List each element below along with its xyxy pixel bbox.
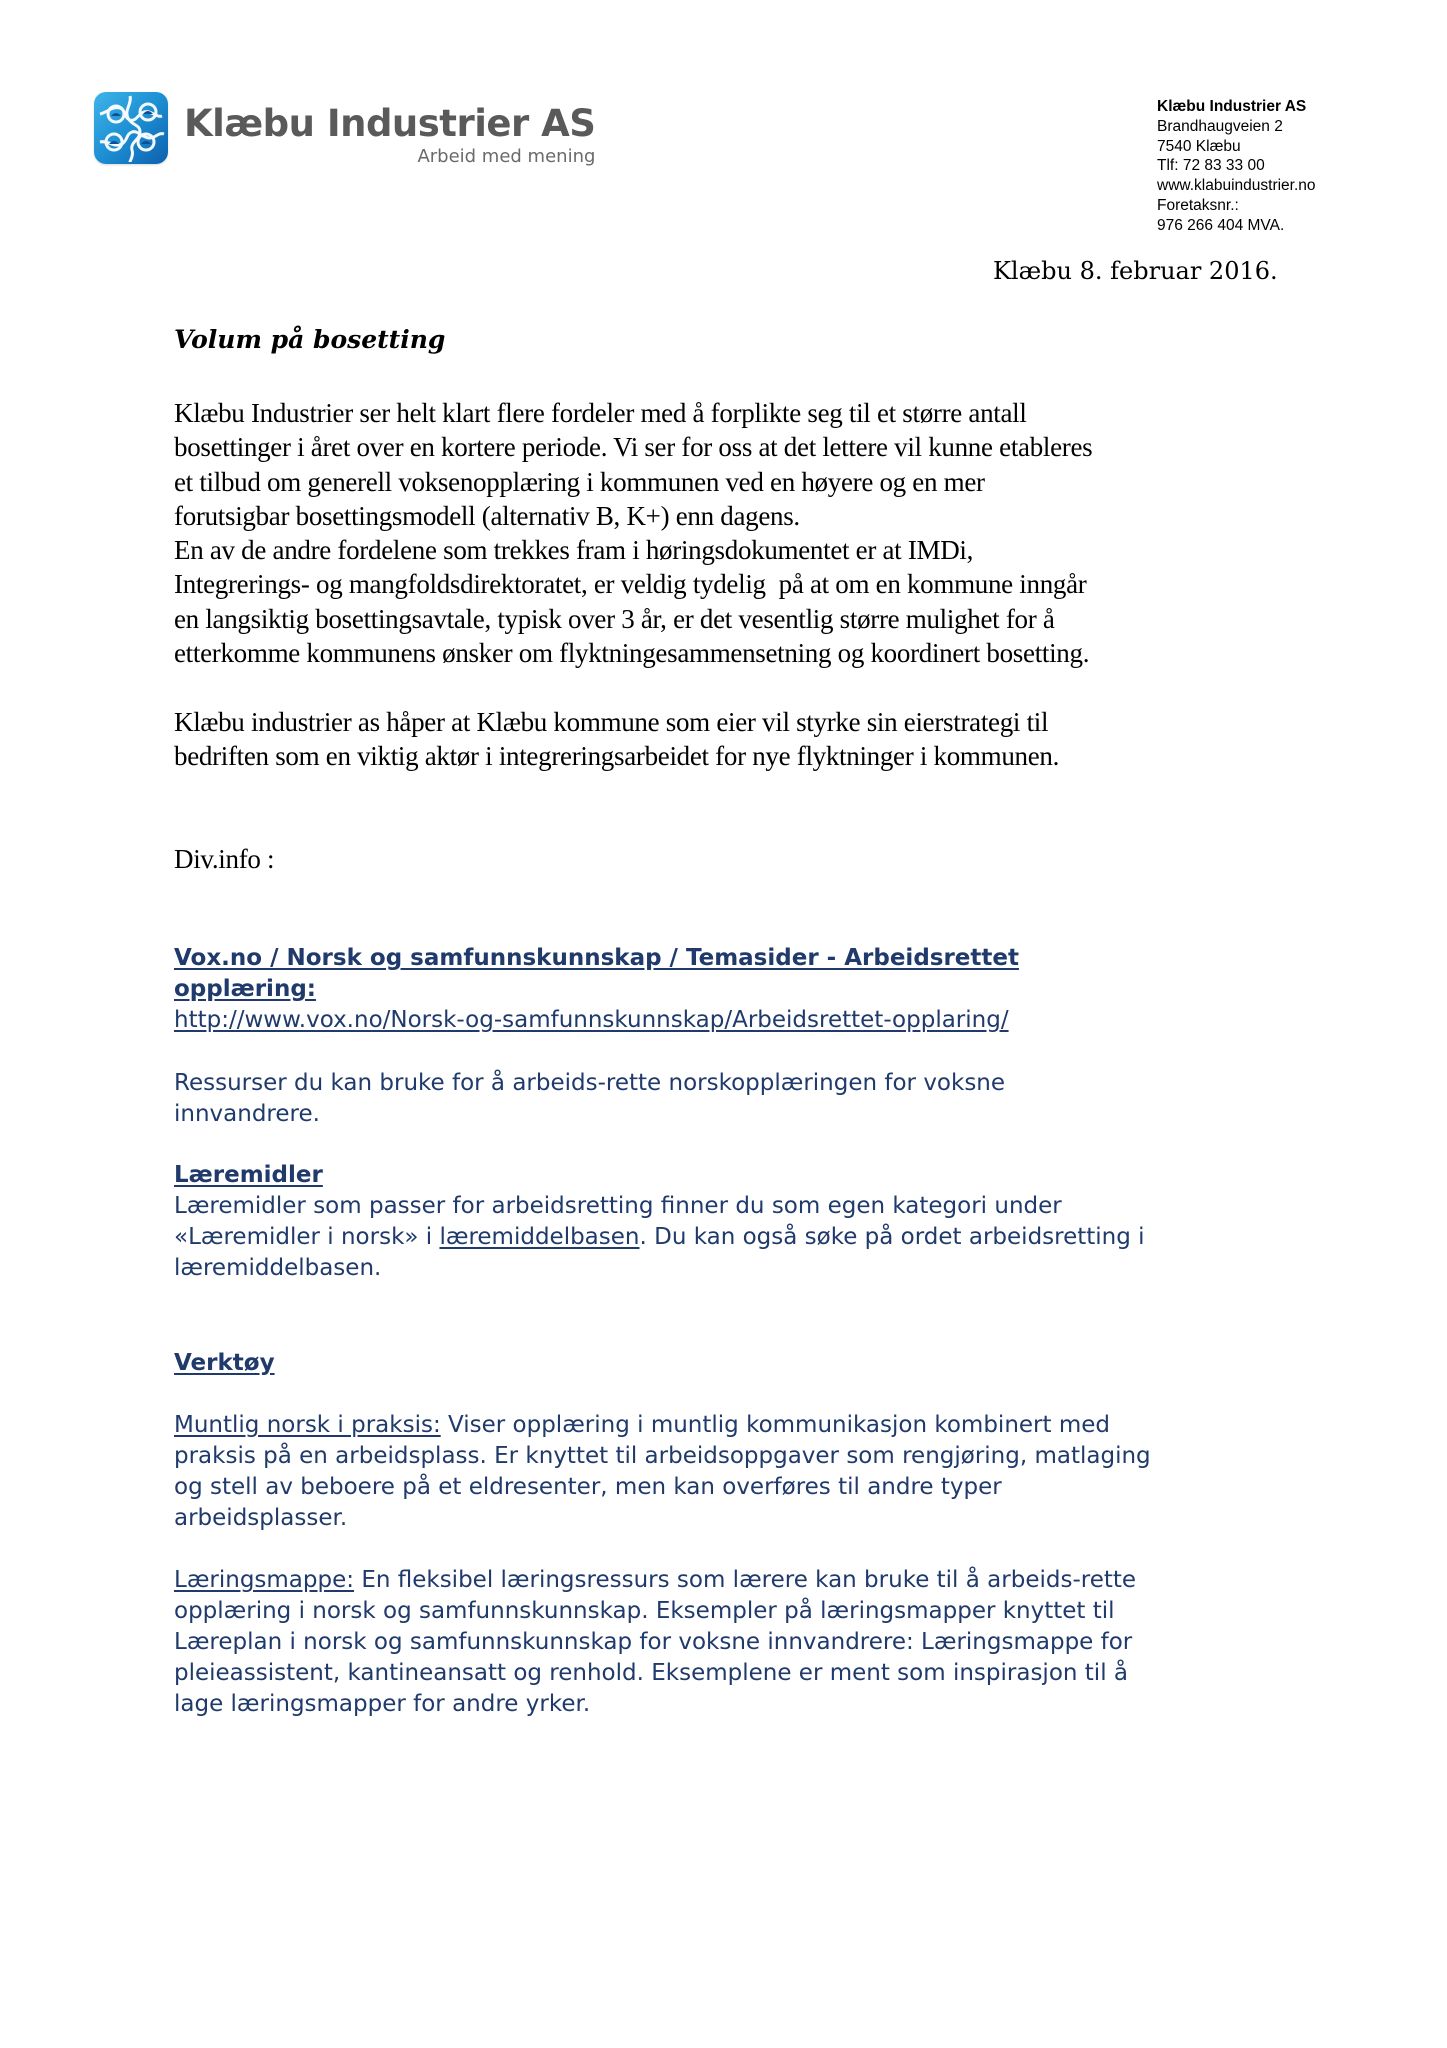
verktoy-heading-link[interactable]: Verktøy — [174, 1350, 275, 1376]
paragraph-2 — [174, 705, 1304, 774]
laeremidler-line-1: Læremidler som passer for arbeidsretting finner du som egen kategori under — [174, 1193, 1062, 1219]
laeremidler-body — [174, 1191, 1304, 1284]
laeremiddelbasen-link[interactable]: læremiddelbasen — [439, 1224, 640, 1250]
muntlig-norsk-link[interactable]: Muntlig norsk i praksis: — [174, 1412, 441, 1438]
laeremidler-line-2-before: «Læremidler i norsk» i — [174, 1224, 440, 1250]
vox-url-link[interactable]: http://www.vox.no/Norsk-og-samfunnskunnskap/Arbeidsrettet-opplaring/ — [174, 1007, 1009, 1033]
muntlig-line-2: praksis på en arbeidsplass. Er knyttet til arbeidsoppgaver som rengjøring, matlaging — [174, 1443, 1151, 1469]
address-website: www.klabuindustrier.no — [1157, 177, 1316, 195]
company-address-block — [1157, 97, 1316, 236]
laeremidler-heading-link[interactable]: Læremidler — [174, 1162, 323, 1188]
laeringsmappe-line-3: Læreplan i norsk og samfunnskunnskap for voksne innvandrere: Læringsmappe for — [174, 1629, 1133, 1655]
company-name: Klæbu Industrier AS — [184, 102, 596, 145]
address-postal: 7540 Klæbu — [1157, 137, 1241, 155]
muntlig-line-4: arbeidsplasser. — [174, 1505, 348, 1531]
vox-heading-line-1[interactable]: Vox.no / Norsk og samfunnskunnskap / Temasider - Arbeidsrettet — [174, 945, 1019, 971]
address-company-name: Klæbu Industrier AS — [1157, 98, 1307, 115]
laeringsmappe-line-5: lage læringsmapper for andre yrker. — [174, 1691, 591, 1717]
laeringsmappe-link[interactable]: Læringsmappe: — [174, 1567, 355, 1593]
address-org-number: 976 266 404 MVA. — [1157, 216, 1285, 234]
vox-desc-line-2: innvandrere. — [174, 1101, 320, 1127]
company-tagline: Arbeid med mening — [417, 146, 596, 167]
puzzle-people-logo-icon — [94, 92, 168, 164]
company-logo — [94, 92, 595, 168]
laeringsmappe-line-4: pleieassistent, kantineansatt og renhold. Eksemplene er ment som inspirasjon til å — [174, 1660, 1128, 1686]
paragraph-line: forutsigbar bosettingsmodell (alternativ B, K+) enn dagens. — [174, 500, 800, 531]
address-phone: Tlf: 72 83 33 00 — [1157, 157, 1265, 175]
letter-title: Volum på bosetting — [174, 325, 446, 354]
paragraph-line: En av de andre fordelene som trekkes fram i høringsdokumentet er at IMDi, — [174, 535, 974, 566]
muntlig-norsk-item — [174, 1410, 1304, 1534]
laeremidler-line-2-after: . Du kan også søke på ordet arbeidsretting i — [639, 1224, 1145, 1250]
paragraph-line: bosettinger i året over en kortere periode. Vi ser for oss at det lettere vil kunne etableres — [174, 432, 1093, 463]
laeringsmappe-line-1 — [174, 1565, 1304, 1596]
vox-desc-line-1: Ressurser du kan bruke for å arbeids-rette norskopplæringen for voksne — [174, 1070, 1006, 1096]
laeringsmappe-item — [174, 1565, 1304, 1720]
paragraph-line: Integrerings- og mangfoldsdirektoratet, er veldig tydelig på at om en kommune inngår — [174, 569, 1087, 600]
muntlig-line-1 — [174, 1410, 1304, 1441]
vox-description — [174, 1068, 1304, 1130]
laeremidler-line-2 — [174, 1222, 1304, 1253]
vox-heading-line-2[interactable]: opplæring: — [174, 976, 316, 1002]
vox-heading-link[interactable] — [174, 943, 1304, 1005]
muntlig-line-1-rest: Viser opplæring i muntlig kommunikasjon kombinert med — [440, 1412, 1110, 1438]
address-org-label: Foretaksnr.: — [1157, 196, 1239, 214]
paragraph-1 — [174, 396, 1304, 670]
paragraph-line: Klæbu industrier as håper at Klæbu kommune som eier vil styrke sin eierstrategi til — [174, 707, 1049, 737]
paragraph-line: Klæbu Industrier ser helt klart flere fordeler med å forplikte seg til et større antall — [174, 398, 1027, 428]
letter-date: Klæbu 8. februar 2016. — [993, 257, 1278, 285]
paragraph-line: en langsiktig bosettingsavtale, typisk over 3 år, er det vesentlig større mulighet for å — [174, 603, 1055, 634]
paragraph-line: bedriften som en viktig aktør i integreringsarbeidet for nye flyktninger i kommunen. — [174, 741, 1060, 772]
div-info-label: Div.info : — [174, 844, 275, 874]
paragraph-line: etterkomme kommunens ønsker om flyktningesammensetning og koordinert bosetting. — [174, 638, 1090, 669]
laeringsmappe-line-1-rest: En fleksibel læringsressurs som lærere kan bruke til å arbeids-rette — [354, 1567, 1137, 1593]
laeremidler-line-3: læremiddelbasen. — [174, 1255, 382, 1281]
paragraph-line: et tilbud om generell voksenopplæring i kommunen ved en høyere og en mer — [174, 466, 985, 497]
address-street: Brandhaugveien 2 — [1157, 117, 1283, 135]
laeringsmappe-line-2: opplæring i norsk og samfunnskunnskap. Eksempler på læringsmapper knyttet til — [174, 1598, 1115, 1624]
muntlig-line-3: og stell av beboere på et eldresenter, men kan overføres til andre typer — [174, 1474, 1002, 1500]
